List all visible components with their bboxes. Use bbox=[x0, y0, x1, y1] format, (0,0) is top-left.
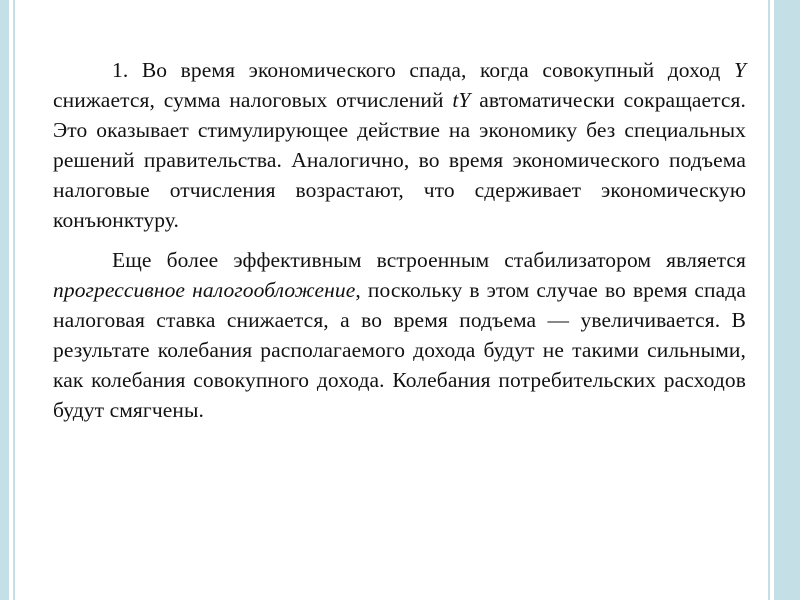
progressive-taxation-term: прогрессивное налогообложение bbox=[53, 278, 356, 302]
paragraph-1-text-c: автоматически сокращается. Это оказывает стимулирующее действие на экономику без специальных решений правительства. Аналогично, во время экономического подъема налоговые отчисления возрастают, что сдерживает экономическую конъюнктуру. bbox=[53, 88, 747, 232]
paragraph-2-text-b: , поскольку в этом случае во время спада налоговая ставка снижается, а во время подъема — увеличивается. В результате колебания располагаемого дохода будут не такими сильными, как колебания совокупного дохода. Колебания потребительских расходов будут смягчены. bbox=[53, 278, 746, 422]
right-decorative-line bbox=[768, 0, 770, 600]
paragraph-2-text-a: Еще более эффективным встроенным стабилизатором является bbox=[112, 248, 746, 272]
left-decorative-band bbox=[0, 0, 9, 600]
left-decorative-line bbox=[13, 0, 15, 600]
paragraph-progressive-tax bbox=[53, 245, 746, 425]
variable-y: Y bbox=[733, 58, 746, 82]
variable-ty: tY bbox=[452, 88, 471, 112]
paragraph-1-text-b: снижается, сумма налоговых отчислений bbox=[53, 88, 453, 112]
slide-body bbox=[53, 55, 746, 435]
paragraph-1-text-a: 1. Во время экономического спада, когда совокупный доход bbox=[112, 58, 734, 82]
paragraph-automatic-tax bbox=[53, 55, 746, 235]
right-decorative-band bbox=[774, 0, 800, 600]
